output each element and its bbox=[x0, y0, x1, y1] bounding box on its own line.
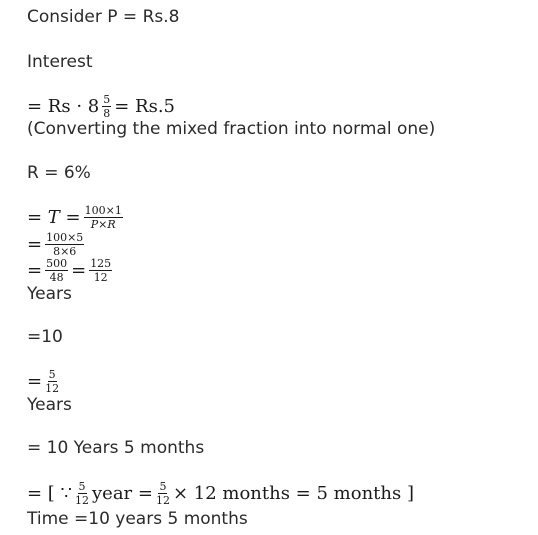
equation-simplified bbox=[27, 258, 115, 283]
time-result-line: Time =10 years 5 months bbox=[27, 509, 248, 529]
eq2-lhs: = T = bbox=[27, 206, 81, 228]
eq6-frac2-den: 12 bbox=[155, 494, 170, 507]
eq5-frac-num: 5 bbox=[48, 368, 56, 381]
eq6-frac1-den: 12 bbox=[75, 494, 89, 507]
eq6-fraction-2 bbox=[156, 481, 170, 506]
eq3-frac-den: 8×6 bbox=[53, 245, 77, 258]
ten-line: =10 bbox=[27, 327, 63, 347]
eq6-frac1-num: 5 bbox=[78, 480, 86, 493]
eq4-fraction-2 bbox=[89, 258, 112, 283]
ten-years-five-months-line: = 10 Years 5 months bbox=[27, 438, 205, 458]
equation-interest bbox=[27, 94, 175, 119]
eq4-frac1-num: 500 bbox=[46, 257, 68, 270]
eq1-fraction bbox=[102, 94, 111, 119]
eq4-fraction-1 bbox=[45, 258, 68, 283]
equation-time-formula bbox=[27, 205, 126, 230]
eq3-fraction bbox=[45, 232, 84, 257]
eq1-rhs: = Rs.5 bbox=[114, 95, 175, 117]
eq6-rhs: × 12 months = 5 months ] bbox=[172, 482, 414, 504]
eq6-frac2-num: 5 bbox=[159, 480, 167, 493]
eq2-fraction bbox=[84, 205, 123, 230]
eq4-frac1-den: 48 bbox=[49, 271, 64, 284]
consider-line: Consider P = Rs.8 bbox=[27, 7, 180, 27]
eq6-lhs: = [ ∵ bbox=[27, 482, 72, 504]
eq3-frac-num: 100×5 bbox=[46, 231, 84, 244]
equation-remainder bbox=[27, 369, 62, 394]
equation-months bbox=[27, 481, 414, 506]
eq4-frac2-den: 12 bbox=[93, 271, 108, 284]
eq5-fraction bbox=[45, 369, 59, 394]
eq1-frac-den: 8 bbox=[103, 107, 111, 120]
eq4-frac2-num: 125 bbox=[90, 257, 112, 270]
eq6-year: year = bbox=[92, 482, 153, 504]
eq4-mid: = bbox=[71, 259, 87, 281]
eq6-fraction-1 bbox=[75, 481, 89, 506]
eq3-lhs: = bbox=[27, 233, 43, 255]
eq2-frac-den: P×R bbox=[90, 218, 116, 231]
eq1-frac-num: 5 bbox=[103, 93, 111, 106]
eq4-lhs: = bbox=[27, 259, 43, 281]
equation-substitution bbox=[27, 232, 87, 257]
eq1-lhs: = Rs · 8 bbox=[27, 95, 100, 117]
rate-line: R = 6% bbox=[27, 163, 91, 183]
years-label-1: Years bbox=[27, 284, 72, 304]
years-label-2: Years bbox=[27, 395, 72, 415]
converting-note: (Converting the mixed fraction into normal one) bbox=[27, 119, 436, 139]
eq5-frac-den: 12 bbox=[45, 382, 60, 395]
interest-label: Interest bbox=[27, 52, 93, 72]
eq2-frac-num: 100×1 bbox=[84, 204, 122, 217]
eq5-lhs: = bbox=[27, 370, 43, 392]
